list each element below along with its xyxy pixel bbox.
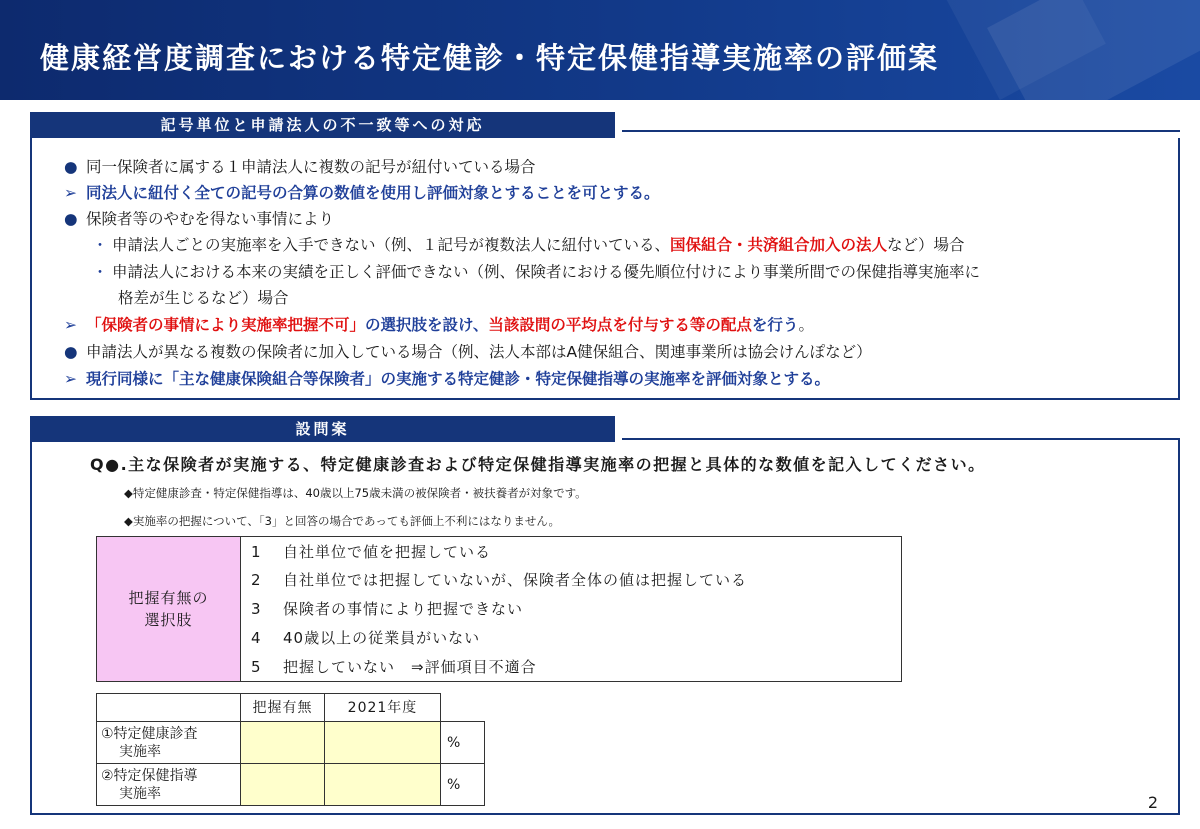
list-item: ● 保険者等のやむを得ない事情により <box>64 210 335 228</box>
header-banner <box>0 0 1200 100</box>
bullet-icon: ● <box>64 343 78 361</box>
list-item: ・ 申請法人ごとの実施率を入手できない（例、１記号が複数法人に紐付いている、国保組合・共済組合加入の法人など）場合 <box>88 234 965 256</box>
bullet-icon: ● <box>64 158 78 176</box>
choice-label-line: 把握有無の <box>128 589 209 607</box>
rate-input-cell[interactable] <box>325 722 441 764</box>
row-label: ②特定保健指導 実施率 <box>97 764 241 806</box>
choice-option[interactable]: 5 把握していない ⇒評価項目不適合 <box>251 658 537 676</box>
list-item: ● 申請法人が異なる複数の保険者に加入している場合（例、法人本部はA健保組合、関連事業所は協会けんぽなど） <box>64 343 872 361</box>
note-text: ◆実施率の把握について、「3」と回答の場合であっても評価上不利にはなりません。 <box>124 514 561 528</box>
arrow-icon: ➢ <box>64 184 77 202</box>
list-item: ➢ 同法人に紐付く全ての記号の合算の数値を使用し評価対象とすることを可とする。 <box>64 184 660 202</box>
choice-table <box>96 536 902 682</box>
section1-tab: 記号単位と申請法人の不一致等への対応 <box>30 112 615 138</box>
section2-tab: 設問案 <box>30 416 615 442</box>
col-header: 2021年度 <box>325 694 441 722</box>
note-text: ◆特定健康診査・特定保健指導は、40歳以上75歳未満の被保険者・被扶養者が対象です。 <box>124 486 587 500</box>
row-label: ①特定健康診査 実施率 <box>97 722 241 764</box>
choice-option[interactable]: 2 自社単位では把握していないが、保険者全体の値は把握している <box>251 571 748 589</box>
choice-label <box>97 537 241 681</box>
rate-input-cell[interactable] <box>325 764 441 806</box>
question-text: Q●.主な保険者が実施する、特定健康診査および特定保健指導実施率の把握と具体的な数値を記入してください。 <box>90 455 986 474</box>
sub-bullet-icon: ・ <box>92 263 108 281</box>
blank-cell <box>441 694 485 722</box>
list-item: ・ 申請法人における本来の実績を正しく評価できない（例、保険者における優先順位付けにより事業所間での保健指導実施率に <box>88 261 980 283</box>
unit-label: % <box>441 764 485 806</box>
arrow-icon: ➢ <box>64 370 77 388</box>
status-input-cell[interactable] <box>241 764 325 806</box>
choice-option[interactable]: 4 40歳以上の従業員がいない <box>251 629 481 647</box>
choice-label-line: 選択肢 <box>144 611 193 629</box>
page-title: 健康経営度調査における特定健診・特定保健指導実施率の評価案 <box>40 41 940 75</box>
list-item: 格差が生じるなど）場合 <box>118 289 289 307</box>
unit-label: % <box>441 722 485 764</box>
list-item: ➢ 現行同様に「主な健康保険組合等保険者」の実施する特定健診・特定保健指導の実施率を評価対象とする。 <box>64 370 831 388</box>
status-input-cell[interactable] <box>241 722 325 764</box>
col-header: 把握有無 <box>241 694 325 722</box>
corner-cell <box>97 694 241 722</box>
sub-bullet-icon: ・ <box>92 236 108 254</box>
section1-rule <box>622 130 1180 132</box>
bullet-icon: ● <box>64 210 78 228</box>
list-item: ● 同一保険者に属する１申請法人に複数の記号が紐付いている場合 <box>64 158 536 176</box>
choice-option[interactable]: 3 保険者の事情により把握できない <box>251 600 524 618</box>
page-number: 2 <box>1147 793 1158 812</box>
rate-input-table <box>96 693 485 806</box>
list-item: ➢ 「保険者の事情により実施率把握不可」の選択肢を設け、当該設問の平均点を付与する等の配点を行う。 <box>64 316 814 334</box>
choice-option[interactable]: 1 自社単位で値を把握している <box>251 543 492 561</box>
arrow-icon: ➢ <box>64 316 77 334</box>
